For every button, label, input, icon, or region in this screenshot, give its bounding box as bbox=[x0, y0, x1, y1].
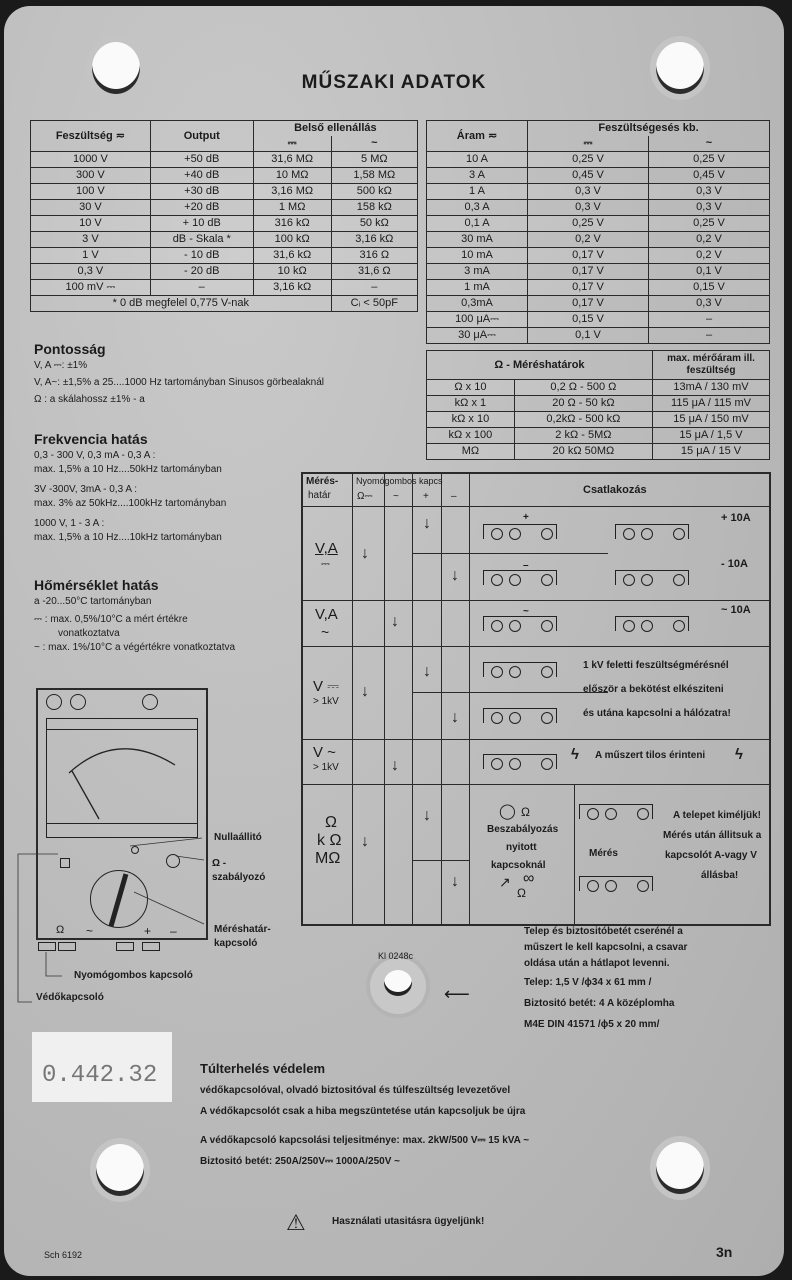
tilde-mark: ~ bbox=[523, 606, 529, 617]
accuracy-section bbox=[34, 342, 324, 410]
down-arrow-icon: ↓ bbox=[451, 873, 459, 890]
current-cell: 1 A bbox=[427, 184, 528, 200]
voltage-table bbox=[30, 120, 418, 312]
max-current-cell: 13mA / 130 mV bbox=[653, 380, 770, 396]
voltage-cell: 1 V bbox=[31, 248, 151, 264]
down-arrow-icon: ↓ bbox=[391, 757, 399, 774]
btn-col-ohm: Ω⎓ bbox=[357, 491, 373, 502]
output-cell: + 10 dB bbox=[150, 216, 253, 232]
current-row bbox=[427, 200, 770, 216]
battery-info-line: Telep: 1,5 V /ϕ34 x 61 mm / bbox=[524, 977, 652, 988]
row-label-hv-dc: V ⎓ bbox=[313, 678, 340, 695]
voltage-cell: 300 V bbox=[31, 168, 151, 184]
ohm-adjust-label: szabályozó bbox=[212, 872, 266, 883]
voltage-footnote: * 0 dB megfelel 0,775 V-nak bbox=[31, 296, 332, 312]
voltage-row bbox=[31, 264, 418, 280]
max-current-cell: 15 μA / 15 V bbox=[653, 444, 770, 460]
frequency-line: 3V -300V, 3mA - 0,3 A : bbox=[34, 484, 138, 495]
ac-10a-label: ~ 10A bbox=[721, 604, 751, 616]
dc-drop-cell: 0,17 V bbox=[528, 296, 649, 312]
down-arrow-icon: ↓ bbox=[451, 709, 459, 726]
adjust-knob-icon: ◯ bbox=[499, 803, 516, 820]
battery-note: állásba! bbox=[701, 870, 739, 881]
dc-resistance-cell: 31,6 MΩ bbox=[253, 152, 331, 168]
ac-resistance-cell: 5 MΩ bbox=[331, 152, 417, 168]
ac-drop-cell: 0,3 V bbox=[649, 200, 770, 216]
ac-resistance-cell: 3,16 kΩ bbox=[331, 232, 417, 248]
lightning-icon: ϟ bbox=[735, 746, 743, 763]
max-current-cell: 115 μA / 115 mV bbox=[653, 396, 770, 412]
row-sub-va-ac: ~ bbox=[321, 624, 330, 640]
overload-section bbox=[200, 1058, 529, 1172]
pushbutton-header: Nyomógombos kapcs bbox=[356, 476, 443, 486]
ohm-row bbox=[427, 396, 770, 412]
current-row bbox=[427, 312, 770, 328]
battery-info-line: M4E DIN 41571 /ϕ5 x 20 mm/ bbox=[524, 1019, 660, 1030]
overload-line: Biztositó betét: 250A/250V⎓ 1000A/250V ~ bbox=[200, 1156, 401, 1167]
jack-icon bbox=[587, 808, 599, 820]
jack-icon bbox=[641, 528, 653, 540]
ac-resistance-cell: 1,58 MΩ bbox=[331, 168, 417, 184]
jack-icon bbox=[605, 880, 617, 892]
current-cell: 0,3mA bbox=[427, 296, 528, 312]
down-arrow-icon: ↓ bbox=[361, 683, 369, 700]
output-cell: – bbox=[150, 280, 253, 296]
minus-10a-label: - 10A bbox=[721, 558, 748, 570]
jack-icon bbox=[541, 666, 553, 678]
adjust-text: nyitott bbox=[506, 842, 537, 853]
btn-col-minus: – bbox=[451, 491, 457, 502]
current-row bbox=[427, 216, 770, 232]
dc-resistance-cell: 316 kΩ bbox=[253, 216, 331, 232]
jack-icon bbox=[541, 528, 553, 540]
jack-icon bbox=[605, 808, 617, 820]
current-row bbox=[427, 168, 770, 184]
output-cell: dB - Skala * bbox=[150, 232, 253, 248]
ac-drop-cell: 0,25 V bbox=[649, 216, 770, 232]
dc-resistance-cell: 1 MΩ bbox=[253, 200, 331, 216]
btn-col-plus: + bbox=[423, 491, 429, 502]
pushbutton-switch-label: Nyomógombos kapcsoló bbox=[74, 970, 193, 981]
temperature-line: a -20...50°C tartományban bbox=[34, 596, 152, 607]
arrow-left-icon: ⟵ bbox=[444, 984, 470, 1004]
jack-icon bbox=[623, 574, 635, 586]
accuracy-line: V, A~: ±1,5% a 25....1000 Hz tartományban Sinusos görbealaknál bbox=[34, 377, 325, 388]
max-current-cell: 15 μA / 150 mV bbox=[653, 412, 770, 428]
instrument-back-plate bbox=[4, 6, 784, 1276]
page-code: 3n bbox=[716, 1244, 733, 1260]
down-arrow-icon: ↓ bbox=[423, 663, 431, 680]
jack-icon bbox=[509, 620, 521, 632]
multiplier-cell: kΩ x 100 bbox=[427, 428, 515, 444]
battery-info-line: oldása után a hátlapot levenni. bbox=[524, 958, 670, 969]
current-row bbox=[427, 296, 770, 312]
ac-drop-cell: 0,3 V bbox=[649, 296, 770, 312]
jack-icon bbox=[673, 574, 685, 586]
range-switch-label: kapcsoló bbox=[214, 938, 258, 949]
button-label: ~ bbox=[86, 924, 94, 938]
battery-info-line: Telep és biztositóbetét cserénél a bbox=[524, 926, 683, 937]
jack-icon bbox=[637, 808, 649, 820]
frequency-line: max. 3% az 50kHz....100kHz tartományban bbox=[34, 498, 227, 509]
overload-title: Túlterhelés védelem bbox=[200, 1061, 325, 1076]
voltage-row bbox=[31, 200, 418, 216]
row-label-ohm: Ω bbox=[325, 814, 337, 831]
range-header: Mérés- bbox=[306, 476, 339, 487]
screw-boss bbox=[370, 958, 426, 1014]
current-row bbox=[427, 152, 770, 168]
ac-symbol: ~ bbox=[649, 136, 770, 152]
dc-drop-cell: 0,45 V bbox=[528, 168, 649, 184]
temperature-line: vonatkoztatva bbox=[58, 628, 120, 639]
adjust-text: kapcsoknál bbox=[491, 860, 546, 871]
accuracy-line: Ω : a skálahossz ±1% - a bbox=[34, 394, 145, 405]
voltage-row bbox=[31, 184, 418, 200]
meres-label: Mérés bbox=[589, 848, 618, 859]
ac-symbol: ~ bbox=[331, 136, 417, 152]
dc-symbol: ⎓ bbox=[253, 136, 331, 152]
jack-icon bbox=[673, 620, 685, 632]
minus-mark: – bbox=[523, 560, 529, 571]
max-current-header: max. mérőáram ill. feszültség bbox=[653, 351, 770, 380]
dc-resistance-cell: 31,6 kΩ bbox=[253, 248, 331, 264]
ac-resistance-cell: 158 kΩ bbox=[331, 200, 417, 216]
jack-icon bbox=[509, 574, 521, 586]
accuracy-line: V, A ⎓: ±1% bbox=[34, 360, 88, 371]
ohm-row bbox=[427, 412, 770, 428]
ohm-symbol: Ω bbox=[517, 886, 526, 900]
plus-mark: + bbox=[523, 512, 529, 523]
part-number: Sch 6192 bbox=[44, 1250, 83, 1260]
row-sub-hv-ac: > 1kV bbox=[313, 762, 339, 773]
current-cell: 0,1 A bbox=[427, 216, 528, 232]
current-row bbox=[427, 232, 770, 248]
overload-line: A védőkapcsoló kapcsolási teljesitménye: max. 2kW/500 V⎓ 15 kVA ~ bbox=[200, 1135, 530, 1146]
current-cell: 0,3 A bbox=[427, 200, 528, 216]
down-arrow-icon: ↓ bbox=[361, 833, 369, 850]
temperature-section bbox=[34, 578, 235, 655]
battery-info-line: Biztositó betét: 4 A középlomha bbox=[524, 998, 675, 1009]
jack-icon bbox=[541, 712, 553, 724]
dc-drop-cell: 0,3 V bbox=[528, 200, 649, 216]
needle-swing-icon: ↗ bbox=[499, 874, 511, 890]
hv-warning-line: és utána kapcsolni a hálózatra! bbox=[583, 708, 731, 719]
battery-note: A telepet kiméljük! bbox=[673, 810, 761, 821]
temperature-line: ~ : max. 1%/10°C a végértékre vonatkoztatva bbox=[34, 642, 236, 653]
row-label-kohm: k Ω bbox=[317, 832, 342, 849]
overload-line: A védőkapcsolót csak a hiba megszüntetése után kapcsoljuk be újra bbox=[200, 1106, 526, 1117]
multiplier-cell: kΩ x 10 bbox=[427, 412, 515, 428]
connection-header: Csatlakozás bbox=[583, 484, 647, 496]
max-current-cell: 15 μA / 1,5 V bbox=[653, 428, 770, 444]
hv-warning-line: először a bekötést elkésziteni bbox=[583, 684, 724, 695]
row-label-va-ac: V,A bbox=[315, 606, 338, 623]
current-cell: 30 mA bbox=[427, 232, 528, 248]
voltage-cell: 100 V bbox=[31, 184, 151, 200]
adjust-ohm-symbol: Ω bbox=[521, 805, 530, 819]
warning-triangle-icon: ⚠ bbox=[286, 1210, 306, 1235]
output-header: Output bbox=[150, 121, 253, 152]
range-cell: 0,2 Ω - 500 Ω bbox=[514, 380, 652, 396]
battery-note: Mérés után állitsuk a bbox=[663, 830, 762, 841]
jack-icon bbox=[541, 620, 553, 632]
current-cell: 3 mA bbox=[427, 264, 528, 280]
button-label: + bbox=[144, 924, 152, 938]
dc-drop-cell: 0,2 V bbox=[528, 232, 649, 248]
dc-drop-cell: 0,3 V bbox=[528, 184, 649, 200]
dc-resistance-cell: 10 MΩ bbox=[253, 168, 331, 184]
voltage-cell: 0,3 V bbox=[31, 264, 151, 280]
lightning-icon: ϟ bbox=[571, 746, 579, 763]
current-row bbox=[427, 328, 770, 344]
range-cell: 0,2kΩ - 500 kΩ bbox=[514, 412, 652, 428]
dc-resistance-cell: 10 kΩ bbox=[253, 264, 331, 280]
frequency-line: 0,3 - 300 V, 0,3 mA - 0,3 A : bbox=[34, 450, 156, 461]
button-label: Ω bbox=[56, 924, 65, 936]
range-header: határ bbox=[308, 490, 331, 501]
down-arrow-icon: ↓ bbox=[391, 613, 399, 630]
range-cell: 20 kΩ 50MΩ bbox=[514, 444, 652, 460]
ac-drop-cell: 0,3 V bbox=[649, 184, 770, 200]
voltage-row bbox=[31, 168, 418, 184]
row-sub-va-dc: ⎓ bbox=[321, 558, 330, 570]
jack-icon bbox=[509, 758, 521, 770]
dc-drop-cell: 0,1 V bbox=[528, 328, 649, 344]
frequency-line: max. 1,5% a 10 Hz....50kHz tartományban bbox=[34, 464, 222, 475]
ohm-range-table bbox=[426, 350, 770, 460]
ac-drop-cell: – bbox=[649, 328, 770, 344]
ac-drop-cell: 0,15 V bbox=[649, 280, 770, 296]
voltage-cell: 1000 V bbox=[31, 152, 151, 168]
frequency-line: 1000 V, 1 - 3 A : bbox=[34, 518, 105, 529]
ac-drop-cell: 0,1 V bbox=[649, 264, 770, 280]
row-label-va-dc: V,A bbox=[315, 540, 338, 557]
ac-drop-cell: 0,45 V bbox=[649, 168, 770, 184]
current-row bbox=[427, 264, 770, 280]
output-cell: - 20 dB bbox=[150, 264, 253, 280]
ac-resistance-cell: 31,6 Ω bbox=[331, 264, 417, 280]
dc-drop-cell: 0,25 V bbox=[528, 216, 649, 232]
voltage-cell: 10 V bbox=[31, 216, 151, 232]
down-arrow-icon: ↓ bbox=[423, 807, 431, 824]
jack-icon bbox=[491, 620, 503, 632]
resistance-header: Belső ellenállás bbox=[253, 121, 417, 137]
voltage-row bbox=[31, 248, 418, 264]
jack-icon bbox=[637, 880, 649, 892]
current-row bbox=[427, 280, 770, 296]
voltage-header: Feszültség ≂ bbox=[31, 121, 151, 152]
voltage-cell: 3 V bbox=[31, 232, 151, 248]
accuracy-title: Pontosság bbox=[34, 341, 106, 357]
ac-drop-cell: – bbox=[649, 312, 770, 328]
voltage-row bbox=[31, 232, 418, 248]
jack-icon bbox=[623, 528, 635, 540]
dc-resistance-cell: 100 kΩ bbox=[253, 232, 331, 248]
current-cell: 30 μA⎓ bbox=[427, 328, 528, 344]
jack-icon bbox=[641, 574, 653, 586]
multiplier-cell: MΩ bbox=[427, 444, 515, 460]
current-cell: 1 mA bbox=[427, 280, 528, 296]
protect-switch-label: Védőkapcsoló bbox=[36, 992, 104, 1003]
voltage-row bbox=[31, 280, 418, 296]
jack-icon bbox=[509, 666, 521, 678]
battery-info-line: műszert le kell kapcsolni, a csavar bbox=[524, 942, 688, 953]
ac-resistance-cell: – bbox=[331, 280, 417, 296]
row-label-mohm: MΩ bbox=[315, 850, 341, 867]
dc-drop-cell: 0,17 V bbox=[528, 264, 649, 280]
jack-icon bbox=[491, 528, 503, 540]
page-title: MŰSZAKI ADATOK bbox=[301, 72, 487, 93]
voltage-cell: 100 mV ⎓ bbox=[31, 280, 151, 296]
ohm-row bbox=[427, 444, 770, 460]
jack-icon bbox=[673, 528, 685, 540]
button-label: – bbox=[170, 924, 177, 938]
ohm-range-header: Ω - Méréshatárok bbox=[427, 351, 653, 380]
dc-drop-cell: 0,17 V bbox=[528, 280, 649, 296]
screw-label: Kl 0248c bbox=[378, 951, 414, 961]
ac-drop-cell: 0,25 V bbox=[649, 152, 770, 168]
connection-table bbox=[301, 472, 771, 926]
row-label-hv-ac: V ~ bbox=[313, 744, 336, 761]
jack-icon bbox=[491, 574, 503, 586]
output-cell: +40 dB bbox=[150, 168, 253, 184]
down-arrow-icon: ↓ bbox=[361, 545, 369, 562]
jack-icon bbox=[491, 758, 503, 770]
row-sub-hv-dc: > 1kV bbox=[313, 696, 339, 707]
output-cell: - 10 dB bbox=[150, 248, 253, 264]
multiplier-cell: Ω x 10 bbox=[427, 380, 515, 396]
ac-drop-cell: 0,2 V bbox=[649, 232, 770, 248]
battery-note: kapcsolót A-vagy V bbox=[665, 850, 757, 861]
zero-adjust-label: Nullaállitó bbox=[214, 832, 262, 843]
jack-icon bbox=[509, 528, 521, 540]
output-cell: +30 dB bbox=[150, 184, 253, 200]
jack-icon bbox=[623, 620, 635, 632]
current-row bbox=[427, 184, 770, 200]
temperature-title: Hőmérséklet hatás bbox=[34, 577, 159, 593]
mounting-hole-bottom-left bbox=[96, 1144, 144, 1196]
dc-drop-cell: 0,17 V bbox=[528, 248, 649, 264]
dc-resistance-cell: 3,16 MΩ bbox=[253, 184, 331, 200]
leader-lines bbox=[4, 686, 304, 1016]
current-cell: 10 A bbox=[427, 152, 528, 168]
btn-col-ac: ~ bbox=[393, 491, 399, 502]
current-cell: 3 A bbox=[427, 168, 528, 184]
ac-resistance-cell: 500 kΩ bbox=[331, 184, 417, 200]
ohm-adjust-label: Ω - bbox=[212, 858, 227, 869]
battery-info bbox=[524, 924, 687, 1035]
current-cell: 100 μA⎓ bbox=[427, 312, 528, 328]
infinity-symbol: ∞ bbox=[523, 870, 535, 887]
ohm-row bbox=[427, 380, 770, 396]
jack-icon bbox=[491, 712, 503, 724]
jack-icon bbox=[641, 620, 653, 632]
down-arrow-icon: ↓ bbox=[423, 515, 431, 532]
jack-icon bbox=[491, 666, 503, 678]
dc-symbol: ⎓ bbox=[528, 136, 649, 152]
adjust-text: Beszabályozás bbox=[487, 824, 559, 835]
multiplier-cell: kΩ x 1 bbox=[427, 396, 515, 412]
range-cell: 20 Ω - 50 kΩ bbox=[514, 396, 652, 412]
jack-icon bbox=[509, 712, 521, 724]
frequency-section bbox=[34, 432, 226, 548]
ac-resistance-cell: 50 kΩ bbox=[331, 216, 417, 232]
down-arrow-icon: ↓ bbox=[451, 567, 459, 584]
plus-10a-label: + 10A bbox=[721, 512, 751, 524]
overload-line: védőkapcsolóval, olvadó biztositóval és túlfeszültség levezetővel bbox=[200, 1085, 511, 1096]
jack-icon bbox=[541, 574, 553, 586]
current-cell: 10 mA bbox=[427, 248, 528, 264]
range-switch-label: Méréshatár- bbox=[214, 924, 271, 935]
current-table bbox=[426, 120, 770, 344]
ohm-row bbox=[427, 428, 770, 444]
current-row bbox=[427, 248, 770, 264]
voltage-row bbox=[31, 216, 418, 232]
touch-warning: A műszert tilos érinteni bbox=[595, 750, 706, 761]
dc-drop-cell: 0,25 V bbox=[528, 152, 649, 168]
temperature-line: ⎓ : max. 0,5%/10°C a mért értékre bbox=[34, 614, 188, 625]
voltage-cell: 30 V bbox=[31, 200, 151, 216]
voltage-row bbox=[31, 152, 418, 168]
usage-warning: Használati utasitásra ügyeljünk! bbox=[332, 1216, 485, 1227]
input-capacitance: Cᵢ < 50pF bbox=[331, 296, 417, 312]
current-header: Áram ≂ bbox=[427, 121, 528, 152]
voltage-drop-header: Feszültségesés kb. bbox=[528, 121, 770, 137]
output-cell: +50 dB bbox=[150, 152, 253, 168]
dc-drop-cell: 0,15 V bbox=[528, 312, 649, 328]
ac-resistance-cell: 316 Ω bbox=[331, 248, 417, 264]
hv-warning-line: 1 kV feletti feszültségmérésnél bbox=[583, 660, 729, 671]
frequency-line: max. 1,5% a 10 Hz....10kHz tartományban bbox=[34, 532, 222, 543]
jack-icon bbox=[541, 758, 553, 770]
frequency-title: Frekvencia hatás bbox=[34, 431, 148, 447]
output-cell: +20 dB bbox=[150, 200, 253, 216]
ac-drop-cell: 0,2 V bbox=[649, 248, 770, 264]
dc-resistance-cell: 3,16 kΩ bbox=[253, 280, 331, 296]
jack-icon bbox=[587, 880, 599, 892]
range-cell: 2 kΩ - 5MΩ bbox=[514, 428, 652, 444]
serial-sticker bbox=[32, 1032, 172, 1102]
mounting-hole-bottom-right bbox=[656, 1142, 704, 1194]
serial-number: 0.442.32 bbox=[42, 1062, 158, 1089]
